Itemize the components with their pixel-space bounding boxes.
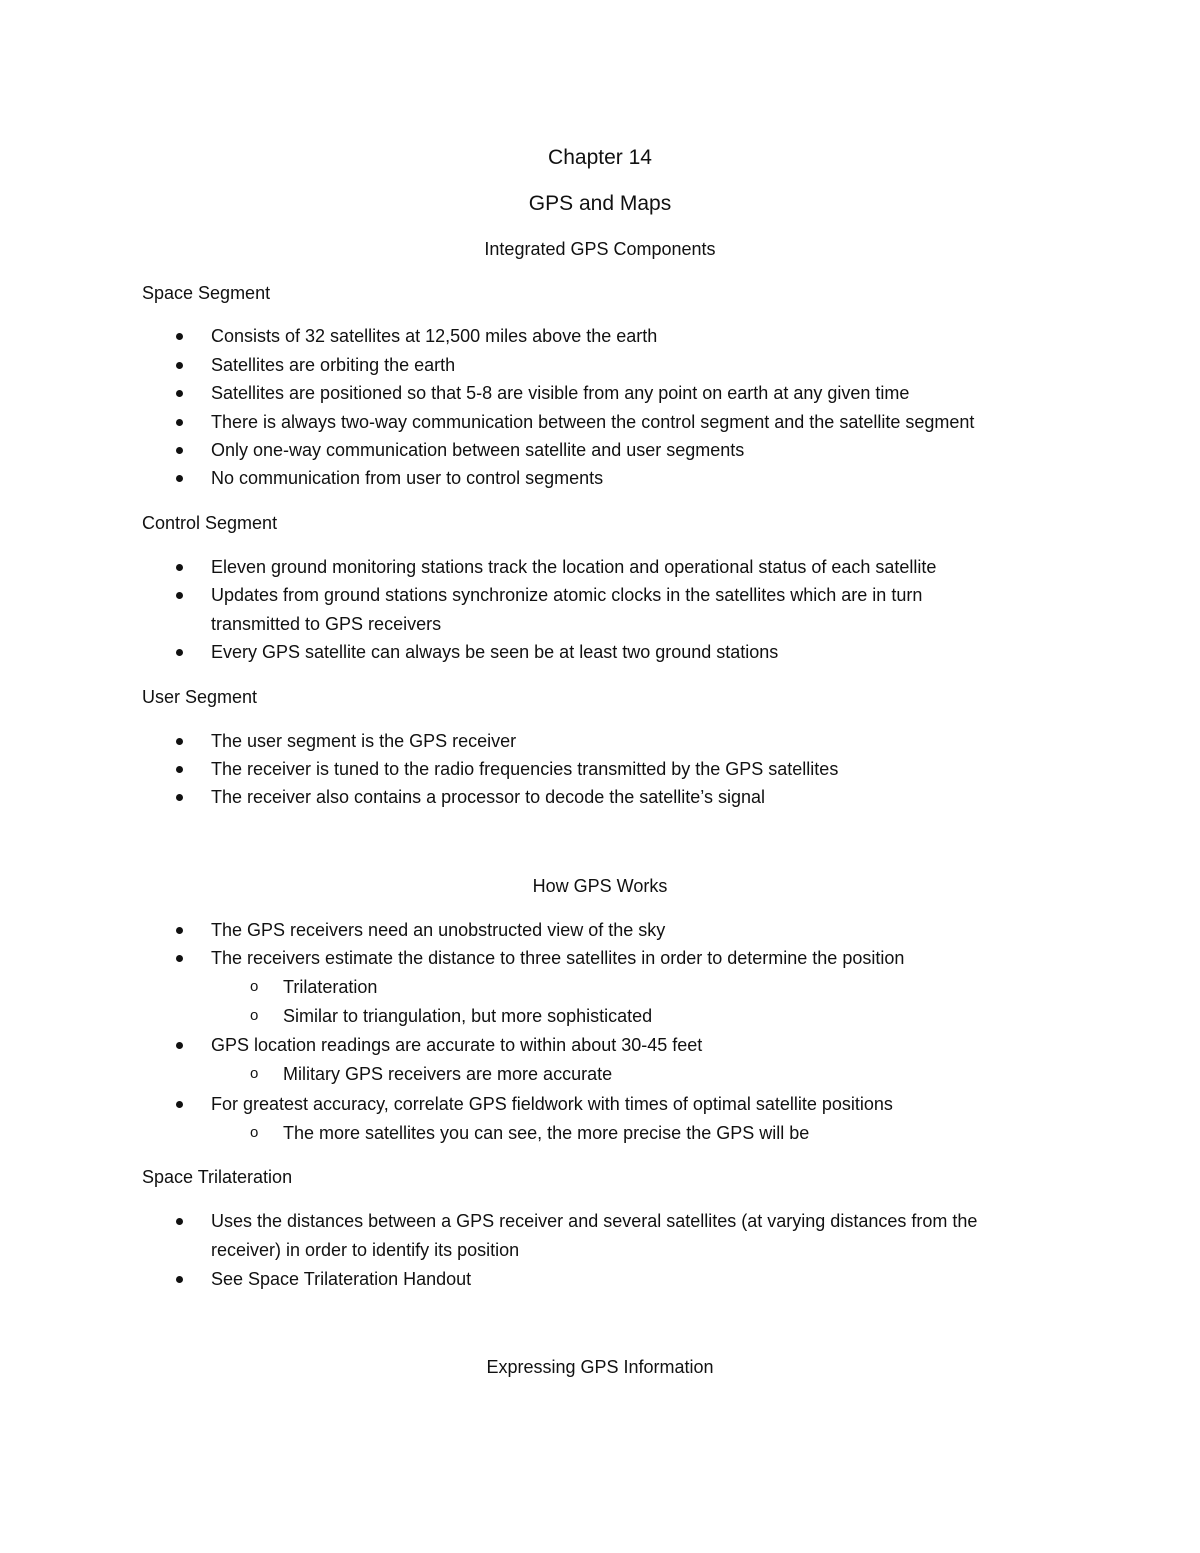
sub-bullet-icon: o <box>250 1007 259 1024</box>
space-trilateration-heading: Space Trilateration <box>142 1167 293 1187</box>
list-item-continuation: receiver) in order to identify its position <box>211 1240 520 1260</box>
bullet-icon <box>176 1101 183 1108</box>
list-item: Every GPS satellite can always be seen be at least two ground stations <box>211 642 779 662</box>
control-segment-heading: Control Segment <box>142 513 278 533</box>
bullet-icon <box>176 419 183 426</box>
bullet-icon <box>176 447 183 454</box>
list-item: See Space Trilateration Handout <box>211 1269 472 1289</box>
bullet-icon <box>176 794 183 801</box>
list-item: Satellites are positioned so that 5-8 are visible from any point on earth at any given time <box>211 383 910 403</box>
expressing-gps-heading: Expressing GPS Information <box>486 1357 714 1377</box>
list-item: For greatest accuracy, correlate GPS fieldwork with times of optimal satellite positions <box>211 1094 893 1114</box>
list-item: The receivers estimate the distance to three satellites in order to determine the position <box>211 948 905 968</box>
bullet-icon <box>176 333 183 340</box>
bullet-icon <box>176 564 183 571</box>
chapter-title: Chapter 14 <box>548 146 652 169</box>
bullet-icon <box>176 955 183 962</box>
bullet-icon <box>176 1276 183 1283</box>
bullet-icon <box>176 1218 183 1225</box>
bullet-icon <box>176 766 183 773</box>
sub-list-item: Military GPS receivers are more accurate <box>283 1064 613 1084</box>
bullet-icon <box>176 390 183 397</box>
bullet-icon <box>176 927 183 934</box>
section-heading-integrated: Integrated GPS Components <box>484 239 716 259</box>
bullet-icon <box>176 649 183 656</box>
list-item: Uses the distances between a GPS receiver and several satellites (at varying distances from the <box>211 1211 978 1231</box>
list-item: Consists of 32 satellites at 12,500 miles above the earth <box>211 326 658 346</box>
list-item: No communication from user to control segments <box>211 468 604 488</box>
space-segment-heading: Space Segment <box>142 283 271 303</box>
list-item: Satellites are orbiting the earth <box>211 355 456 375</box>
sub-list-item: The more satellites you can see, the more precise the GPS will be <box>283 1123 810 1143</box>
sub-bullet-icon: o <box>250 1065 259 1082</box>
bullet-icon <box>176 475 183 482</box>
sub-bullet-icon: o <box>250 978 259 995</box>
list-item-continuation: transmitted to GPS receivers <box>211 614 442 634</box>
user-segment-heading: User Segment <box>142 687 258 707</box>
list-item: Eleven ground monitoring stations track the location and operational status of each satellite <box>211 557 937 577</box>
bullet-icon <box>176 362 183 369</box>
bullet-icon <box>176 738 183 745</box>
list-item: Updates from ground stations synchronize atomic clocks in the satellites which are in turn <box>211 585 923 605</box>
list-item: Only one-way communication between satellite and user segments <box>211 440 745 460</box>
list-item: The GPS receivers need an unobstructed view of the sky <box>211 920 666 940</box>
sub-list-item: Similar to triangulation, but more sophisticated <box>283 1006 653 1026</box>
list-item: There is always two-way communication between the control segment and the satellite segment <box>211 412 975 432</box>
list-item: GPS location readings are accurate to within about 30-45 feet <box>211 1035 703 1055</box>
list-item: The receiver is tuned to the radio frequencies transmitted by the GPS satellites <box>211 759 839 779</box>
sub-bullet-icon: o <box>250 1124 259 1141</box>
bullet-icon <box>176 1042 183 1049</box>
document-title: GPS and Maps <box>528 192 672 215</box>
how-gps-works-heading: How GPS Works <box>532 876 668 896</box>
bullet-icon <box>176 592 183 599</box>
sub-list-item: Trilateration <box>283 977 378 997</box>
list-item: The receiver also contains a processor to decode the satellite’s signal <box>211 787 765 807</box>
list-item: The user segment is the GPS receiver <box>211 731 517 751</box>
